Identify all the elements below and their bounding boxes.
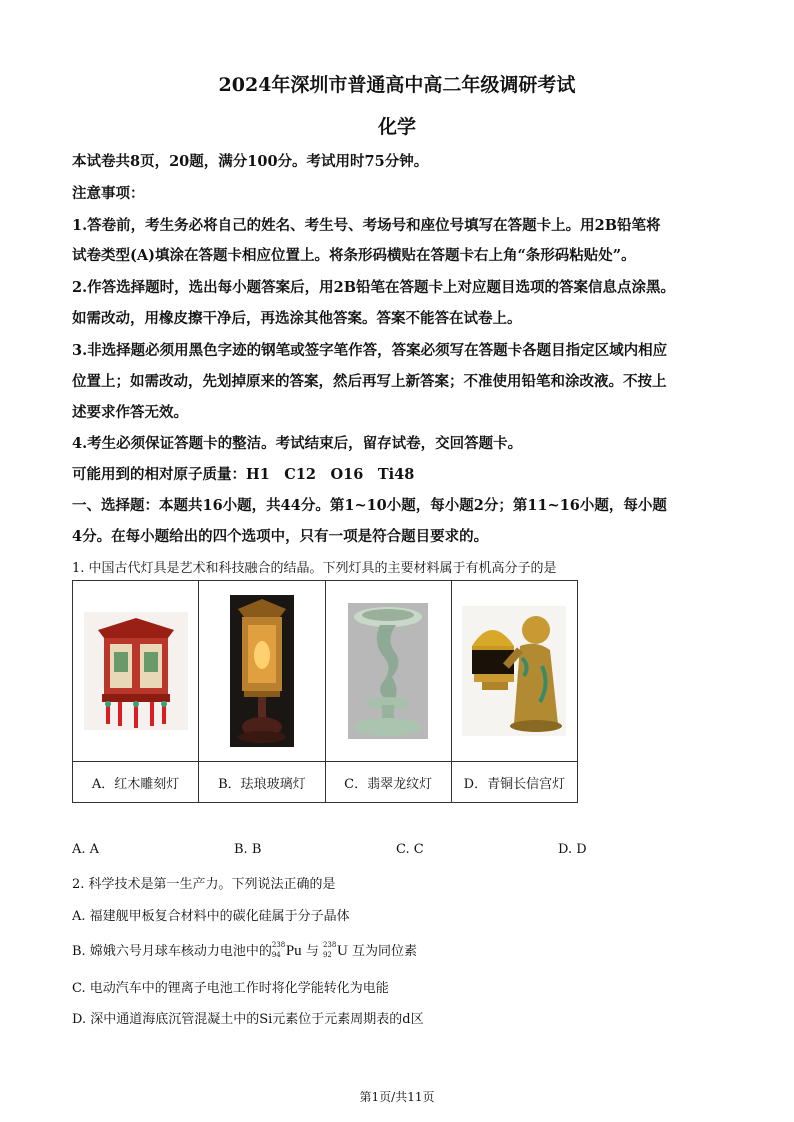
isotope-pu-symbol: Pu: [285, 943, 302, 959]
exam-title: 2024年深圳市普通高中高二年级调研考试: [218, 74, 576, 96]
lamp-label-c: C．翡翠龙纹灯: [325, 762, 451, 803]
lamp-label-d: D．青铜长信宫灯: [451, 762, 577, 803]
lamp-table: [72, 580, 578, 803]
note-3-line-3: 述要求作答无效。: [72, 404, 188, 421]
lamp-cell-c: [325, 581, 451, 762]
q1-option-a: A. A: [72, 842, 100, 857]
enamel-glass-lamp-image: [230, 595, 294, 747]
lamp-cell-b: [199, 581, 325, 762]
section-1-heading-line-1: 一、选择题：本题共16小题，共44分。第1~10小题，每小题2分；第11~16小题，每小题: [72, 497, 667, 514]
q2-option-b-mid: 与: [305, 944, 319, 959]
q2-option-d: D. 深中通道海底沉管混凝土中的Si元素位于元素周期表的d区: [72, 1012, 424, 1027]
lamp-label-a: A．红木雕刻灯: [73, 762, 199, 803]
atomic-mass-line: 可能用到的相对原子质量：H1 C12 O16 Ti48: [72, 466, 415, 483]
note-4: 4.考生必须保证答题卡的整洁。考试结束后，留存试卷，交回答题卡。: [72, 435, 523, 452]
redwood-lantern-image: [84, 612, 188, 730]
subject-title: 化学: [377, 116, 416, 138]
isotope-pu-z: 94: [271, 950, 281, 959]
q1-option-b: B. B: [234, 842, 262, 857]
page-footer: 第1页/共11页: [359, 1090, 435, 1104]
q2-option-a: A. 福建舰甲板复合材料中的碳化硅属于分子晶体: [72, 909, 350, 924]
note-3-line-1: 3.非选择题必须用黑色字迹的钢笔或签字笔作答，答案必须写在答题卡各题目指定区域内相应: [72, 342, 668, 359]
bronze-changxin-palace-lamp-image: [462, 606, 566, 736]
note-2-line-1: 2.作答选择题时，选出每小题答案后，用2B铅笔在答题卡上对应题目选项的答案信息点涂黑。: [72, 279, 675, 296]
lamp-cell-d: [451, 581, 577, 762]
question-2-stem: 2. 科学技术是第一生产力。下列说法正确的是: [72, 877, 336, 892]
isotope-u-mass: 238: [322, 940, 337, 949]
note-2-line-2: 如需改动，用橡皮擦干净后，再选涂其他答案。答案不能答在试卷上。: [72, 310, 522, 327]
q2-option-b-prefix: B. 嫦娥六号月球车核动力电池中的: [72, 944, 272, 959]
isotope-u-scripts: [322, 940, 337, 959]
q2-option-b-suffix: 互为同位素: [351, 944, 417, 959]
lamp-label-b: B．珐琅玻璃灯: [199, 762, 325, 803]
exam-info: 本试卷共8页，20题，满分100分。考试用时75分钟。: [72, 153, 429, 170]
note-1-line-2: 试卷类型(A)填涂在答题卡相应位置上。将条形码横贴在答题卡右上角“条形码粘贴处”。: [72, 247, 636, 264]
question-1-stem: 1. 中国古代灯具是艺术和科技融合的结晶。下列灯具的主要材料属于有机高分子的是: [72, 561, 557, 576]
section-1-heading-line-2: 4分。在每小题给出的四个选项中，只有一项是符合题目要求的。: [72, 528, 489, 545]
q2-option-c: C. 电动汽车中的锂离子电池工作时将化学能转化为电能: [72, 981, 389, 996]
note-1-line-1: 1.答卷前，考生务必将自己的姓名、考生号、考场号和座位号填写在答题卡上。用2B铅笔将: [72, 217, 661, 234]
q2-option-b: [72, 940, 732, 960]
isotope-u-symbol: U: [336, 943, 348, 959]
q1-option-d: D. D: [558, 842, 587, 857]
note-3-line-2: 位置上；如需改动，先划掉原来的答案，然后再写上新答案；不准使用铅笔和涂改液。不按上: [72, 373, 667, 390]
lamp-cell-a: [73, 581, 199, 762]
jade-dragon-lamp-image: [348, 603, 428, 739]
isotope-pu-mass: 238: [271, 940, 286, 949]
isotope-u-z: 92: [322, 950, 332, 959]
notes-title: 注意事项：: [72, 185, 145, 202]
isotope-pu-scripts: [271, 940, 286, 959]
q1-option-c: C. C: [396, 842, 424, 857]
